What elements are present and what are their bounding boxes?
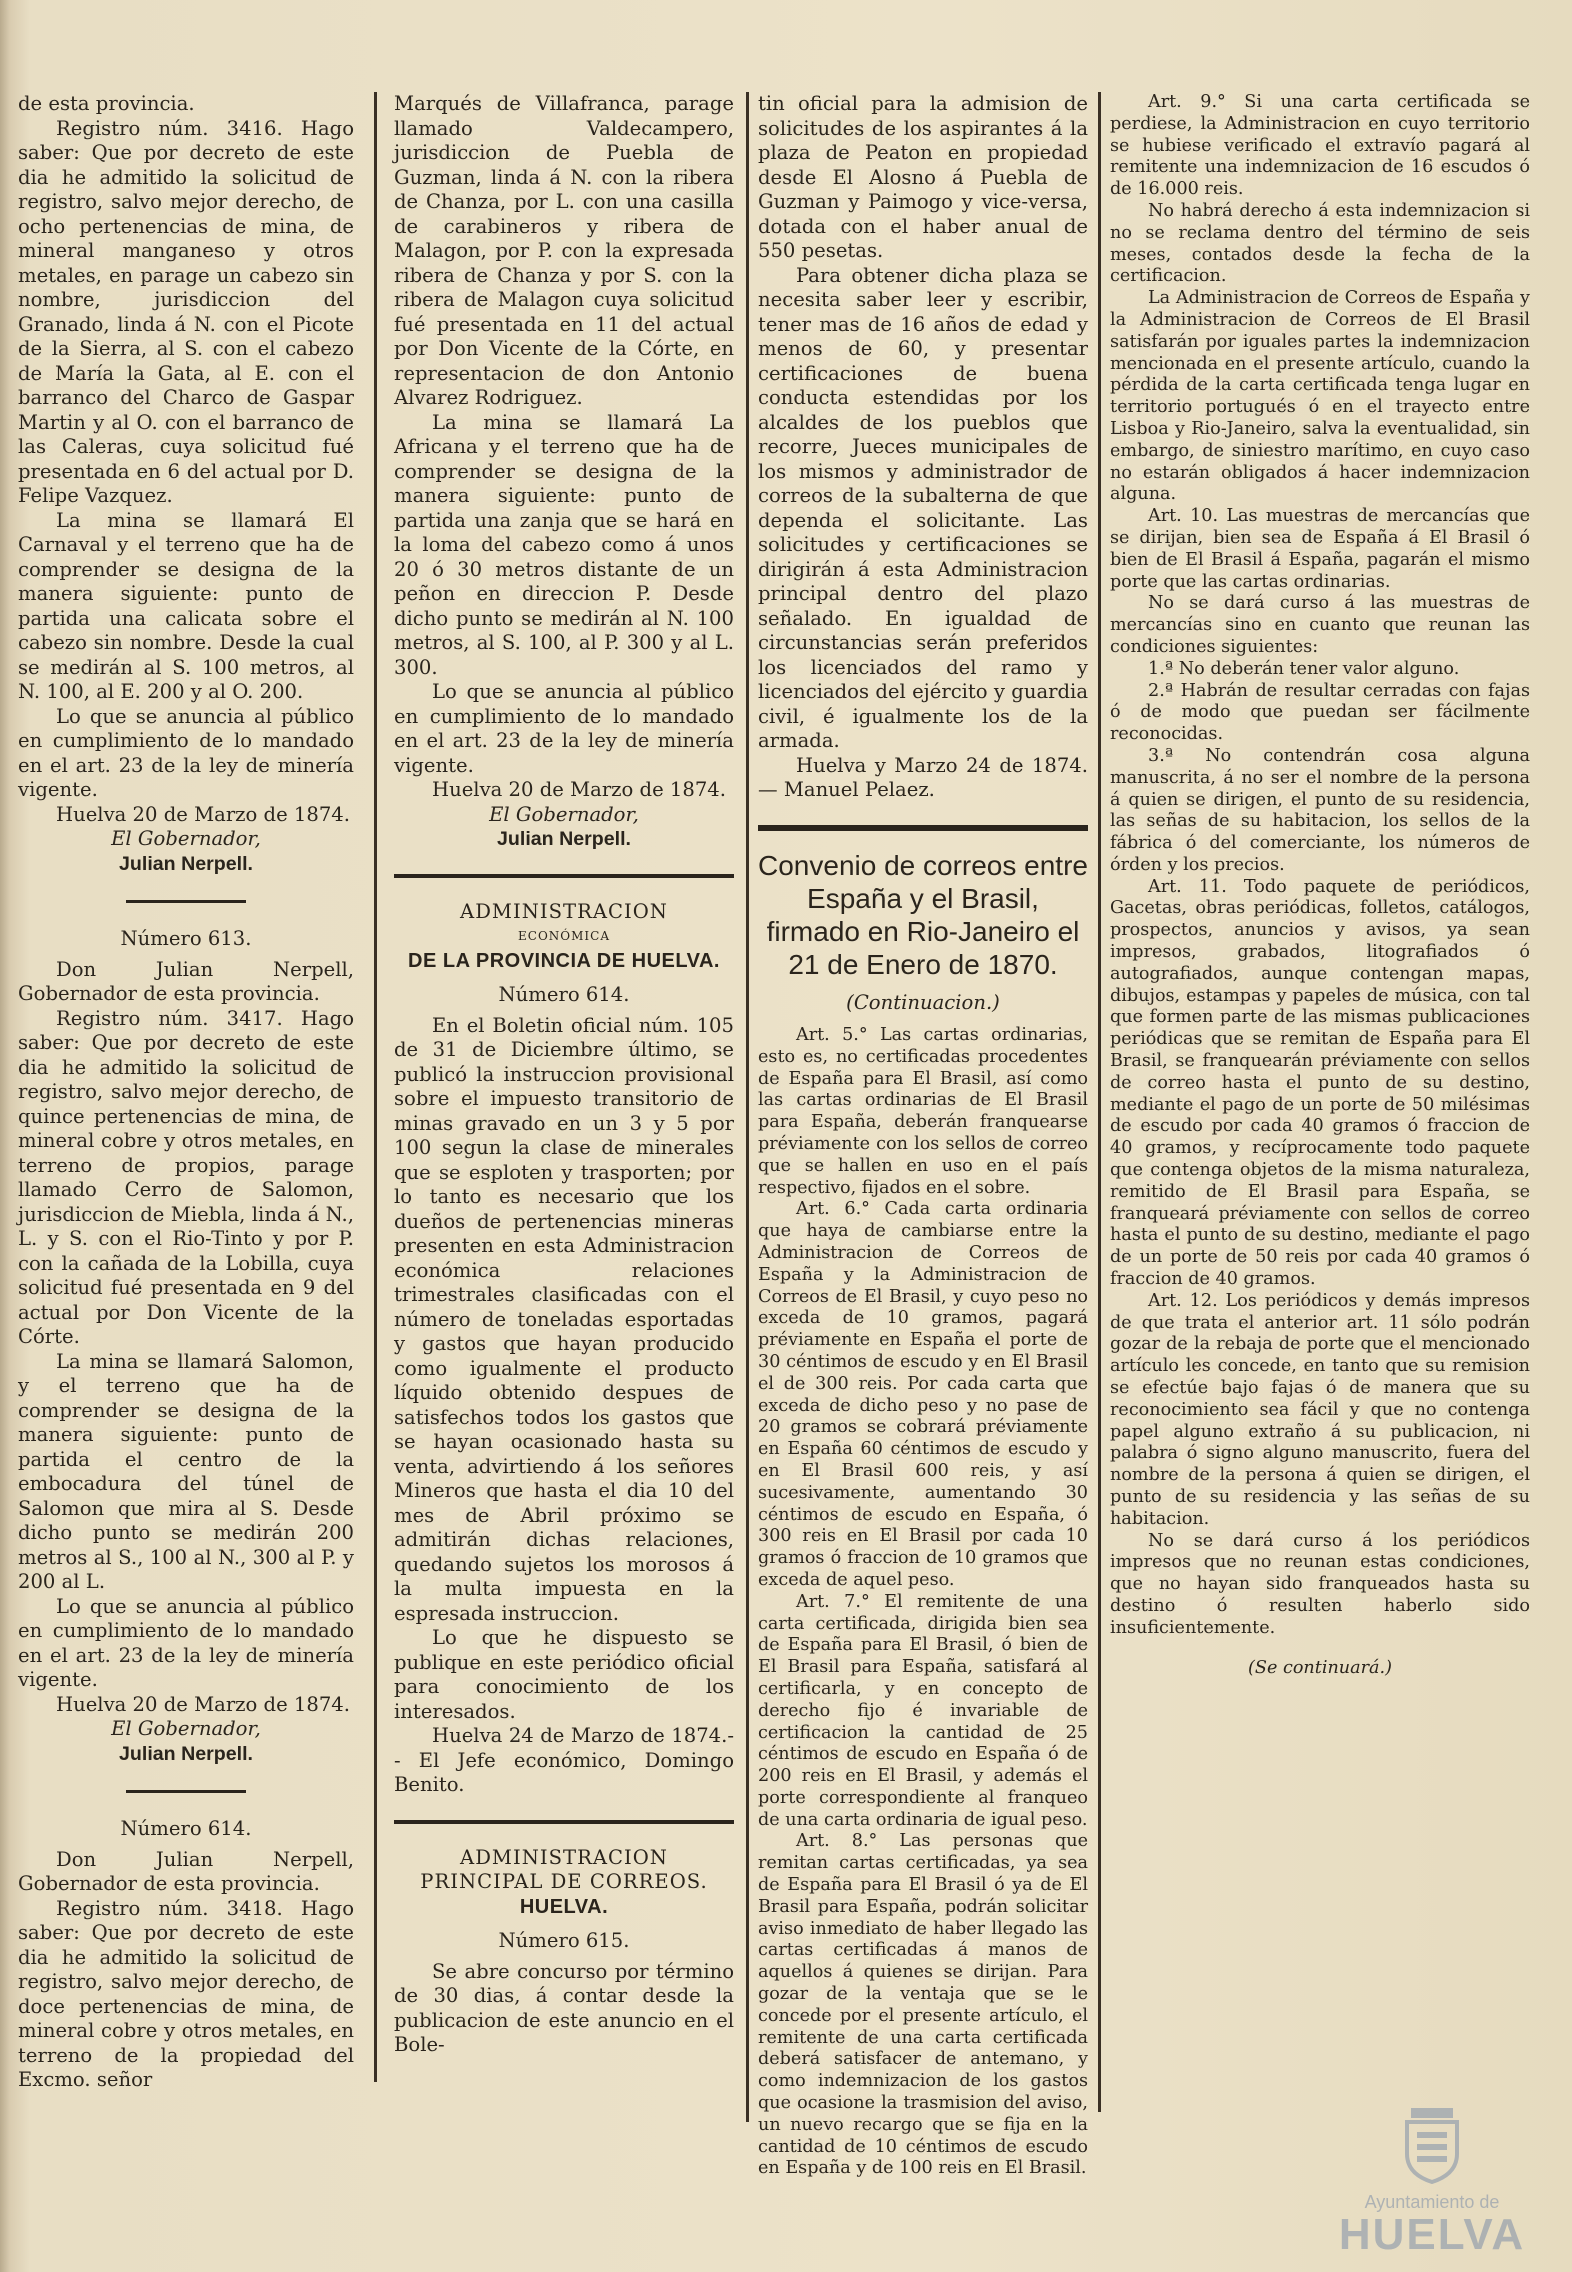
logo-text-top: Ayuntamiento de (1364, 2192, 1500, 2212)
text-paragraph: Registro núm. 3416. Hago saber: Que por decreto de este dia he admitido la solicitud de registro, salvo mejor derecho, de ocho pertenencias de mina, de mineral manganeso y otros metales, en parage un cabezo sin nombre, jurisdiccion del Granado, linda á N. con el Picote de la Sierra, al S. con el cabezo de María la Gata, al E. con el barranco del Charco de Gaspar Martin y al O. con el barranco de las Caleras, cuya solicitud fué presentada en 6 del actual por D. Felipe Vazquez. (18, 116, 354, 507)
city-council-logo (1322, 2104, 1542, 2259)
article-paragraph: Art. 11. Todo paquete de periódicos, Gacetas, obras periódicas, folletos, catálogos, prospectos, anuncios y avisos, ya sean impresos, grabados, litografiados ó autografiados, aunque contengan mapas, dibujos, estampas y papeles de música, con tal que formen parte de las mismas publicaciones periódicas que se remitan de España para El Brasil, se franquearán préviamente con sellos de correo hasta el punto de su destino, mediante el pago de un porte de 50 milésimas de escudo por cada 40 gramos ó fraccion de 40 gramos, y recíprocamente todo paquete que contenga objetos de la misma naturaleza, remitido de El Brasil para España, se franqueará préviamente con sellos de correo hasta el punto de su destino, mediante el pago de un porte de 50 reis por cada 40 gramos ó fraccion de 40 gramos. (1110, 876, 1530, 1290)
article-paragraph: No se dará curso á los periódicos impresos que no reunan estas condiciones, que no hayan sido franqueados hasta su destino ó resulten haberlo sido insuficientemente. (1110, 1530, 1530, 1638)
column-2 (394, 92, 734, 2058)
text-paragraph: Don Julian Nerpell, Gobernador de esta provincia. (18, 957, 354, 1005)
text-paragraph: Registro núm. 3418. Hago saber: Que por decreto de este dia he admitido la solicitud de registro, salvo mejor derecho, de doce pertenencias de mina, de mineral cobre y otros metales, en terreno de la propiedad del Excmo. señor (18, 1896, 354, 2091)
notice-number: Número 615. (498, 1929, 630, 1952)
divider (126, 1790, 246, 1793)
text-paragraph: Huelva 24 de Marzo de 1874.-- El Jefe económico, Domingo Benito. (394, 1724, 734, 1796)
article-paragraph: Art. 7.° El remitente de una carta certificada, dirigida bien sea de España para El Brasil, ó bien de El Brasil para España, satisfará al certificarla, y en concepto de derecho fijo é invariable de certificacion la cantidad de 25 céntimos de escudo en España ó de 200 reis en El Brasil, y además el porte correspondiente al franqueo de una carta ordinaria de igual peso. (758, 1591, 1088, 1830)
article-paragraph: Art. 12. Los periódicos y demás impresos de que trata el anterior art. 11 sólo podrán gozar de la rebaja de porte que el mencionado artículo les concede, en tanto que su remision se efectúe bajo fajas ó de manera que su reconocimiento sea fácil y que no contenga papel alguno extraño á su publicacion, ni palabra ó signo alguno manuscrito, fuera del nombre de la persona á quien se dirigen, el punto de su residencia y las señas de su habitacion. (1110, 1290, 1530, 1529)
signature-name: Julian Nerpell. (497, 828, 631, 850)
text-paragraph: La mina se llamará Salomon, y el terreno que ha de comprender se designa de la manera siguiente: punto de partida el centro de la embocadura del túnel de Salomon que mira al S. Desde dicho punto se medirán 200 metros al S., 100 al N., 300 al P. y 200 al L. (18, 1349, 354, 1593)
continuation-note: (Se continuará.) (1248, 1657, 1392, 1678)
text-paragraph: Lo que se anuncia al público en cumplimiento de lo mandado en el art. 23 de la ley de minería vigente. (18, 704, 354, 801)
text-paragraph: Registro núm. 3417. Hago saber: Que por decreto de este dia he admitido la solicitud de registro, salvo mejor derecho, de quince pertenencias de mina, de mineral cobre y otros metales, en terreno de propios, parage llamado Cerro de Salomon, jurisdiccion de Miebla, linda á N., L. y S. con el Rio-Tinto y por P. con la cañada de la Lobilla, cuya solicitud fué presentada en 9 del actual por Don Vicente de la Córte. (18, 1006, 354, 1348)
article-paragraph: Art. 9.° Si una carta certificada se perdiese, la Administracion en cuyo territorio se hubiese verificado el extravío pagará al remitente una indemnizacion de 16 escudos ó de 16.000 reis. (1110, 92, 1530, 200)
date-line: Huelva 20 de Marzo de 1874. (56, 802, 350, 826)
column-1 (18, 92, 354, 2093)
text-paragraph: En el Boletin oficial núm. 105 de 31 de Diciembre último, se publicó la instruccion provisional sobre el impuesto transitorio de minas gravado en un 3 y 5 por 100 segun la clase de minerales que se esploten y trasporten; por lo tanto es necesario que los dueños de pertenencias mineras presenten en esta Administracion económica relaciones trimestrales clasificadas con el número de toneladas esportadas y gastos que hayan producido como igualmente el producto líquido obtenido despues de satisfechos todos los gastos que se hayan ocasionado hasta su venta, advirtiendo á los señores Mineros que hasta el dia 10 del mes de Abril próximo se admitirán dichas relaciones, quedando sujetos los morosos á la multa impuesta en la espresada instruccion. (394, 1013, 734, 1625)
text-paragraph: Lo que se anuncia al público en cumplimiento de lo mandado en el art. 23 de la ley de minería vigente. (18, 1594, 354, 1691)
text-paragraph: La mina se llamará La Africana y el terreno que ha de comprender se designa de la manera siguiente: punto de partida una zanja que se hará en la loma del cabezo como á unos 20 ó 30 metros distante de un peñon en direccion P. Desde dicho punto se medirán al N. 100 metros, al S. 100, al P. 300 y al L. 300. (394, 410, 734, 679)
article-paragraph: No se dará curso á las muestras de mercancías sino en cuanto que reunan las condiciones siguientes: (1110, 593, 1530, 657)
section-divider (758, 825, 1088, 831)
section-heading: PRINCIPAL DE CORREOS. (420, 1870, 708, 1893)
article-paragraph: Art. 8.° Las personas que remitan cartas certificadas, ya sea de España para El Brasil ó ya de El Brasil para España, podrán solicitar aviso inmediato de haber llegado las cartas certificadas á manos de aquellos á quienes se dirijan. Para gozar de la ventaja que se le concede por el presente artículo, el remitente de una carta certificada deberá satisfacer de antemano, y como indemnizacion de los gastos que ocasione la trasmision del aviso, un nuevo recargo que se fija en la cantidad de 10 céntimos de escudo en España y de 100 reis en El Brasil. (758, 1831, 1088, 2179)
date-line: Huelva 20 de Marzo de 1874. (56, 1692, 350, 1716)
text-paragraph: La mina se llamará El Carnaval y el terreno que ha de comprender se designa de la manera siguiente: punto de partida una calicata sobre el cabezo sin nombre. Desde la cual se medirán al S. 100 metros, al N. 100, al E. 200 y al O. 200. (18, 508, 354, 703)
signature-name: Julian Nerpell. (119, 852, 253, 875)
article-paragraph: No habrá derecho á esta indemnizacion si no se reclama dentro del término de seis meses, contados desde la fecha de la certificacion. (1110, 200, 1530, 287)
text-paragraph: Don Julian Nerpell, Gobernador de esta provincia. (18, 1847, 354, 1895)
logo-text-bottom: HUELVA (1338, 2210, 1526, 2259)
section-subheading: ECONÓMICA (518, 929, 610, 943)
section-heading: ADMINISTRACION (460, 1845, 668, 1869)
text-paragraph: Marqués de Villafranca, parage llamado Valdecampero, jurisdiccion de Puebla de Guzman, linda á N. con la ribera de Chanza, por L. con una casilla de carabineros y ribera de Malagon, por P. con la expresada ribera de Chanza y por S. con la ribera de Malagon cuya solicitud fué presentada en 11 del actual por Don Vicente de la Córte, en representacion de don Antonio Alvarez Rodriguez. (394, 92, 734, 409)
crest-icon (1397, 2104, 1467, 2184)
text-paragraph: Para obtener dicha plaza se necesita saber leer y escribir, tener mas de 16 años de edad y menos de 60, y presentar certificaciones de buena conducta estendidas por los alcaldes de los pueblos que recorre, Jueces municipales de los mismos y administrador de correos de la subalterna de que dependa el solicitante. Las solicitudes y certificaciones se dirigirán á esta Administracion principal dentro del plazo señalado. En igualdad de circunstancias serán preferidos los licenciados del ramo y licenciados del ejército y guardia civil, é igualmente los de la armada. (758, 263, 1088, 752)
notice-number: Número 614. (498, 983, 630, 1006)
column-rule (374, 92, 377, 2082)
section-heading: ADMINISTRACION (460, 899, 668, 923)
notice-number: Número 613. (120, 927, 252, 950)
signature-name: Julian Nerpell. (119, 1742, 253, 1765)
article-paragraph: Art. 10. Las muestras de mercancías que se dirijan, bien sea de España á El Brasil ó bien de El Brasil á España, pagarán el mismo porte que las cartas ordinarias. (1110, 506, 1530, 592)
signature-role: El Gobernador, (111, 827, 261, 850)
treaty-body (758, 1025, 1088, 2180)
section-divider (394, 1820, 734, 1824)
article-title: Convenio de correos entre España y el Brasil, firmado en Rio-Janeiro el 21 de Enero de 1870. (758, 849, 1088, 980)
column-rule (1098, 92, 1101, 2112)
continuation-note: (Continuacion.) (846, 990, 1000, 1014)
condition-item: 2.ª Habrán de resultar cerradas con fajas ó de modo que puedan ser fácilmente reconocidas. (1110, 680, 1530, 745)
notice-number: Número 614. (120, 1817, 252, 1840)
text-paragraph: tin oficial para la admision de solicitudes de los aspirantes á la plaza de Peaton en propiedad desde El Alosno á Puebla de Guzman y Paimogo y vice-versa, dotada con el haber anual de 550 pesetas. (758, 92, 1088, 262)
text-paragraph: Se abre concurso por término de 30 dias, á contar desde la publicacion de este anuncio en el Bole- (394, 1959, 734, 2056)
date-line: Huelva 20 de Marzo de 1874. (432, 778, 726, 801)
condition-item: 3.ª No contendrán cosa alguna manuscrita, á no ser el nombre de la persona á quien se dirigen, el punto de su residencia, las señas de su habitacion, los sellos de la fábrica ó del comerciante, los números de órden y los precios. (1110, 745, 1530, 875)
section-heading-main: HUELVA. (519, 1895, 609, 1918)
text-paragraph: Lo que he dispuesto se publique en este periódico oficial para conocimiento de los interesados. (394, 1626, 734, 1723)
divider (126, 900, 246, 903)
column-3 (758, 92, 1088, 2180)
section-divider (394, 874, 734, 878)
condition-item: 1.ª No deberán tener valor alguno. (1148, 658, 1460, 679)
text-paragraph: Lo que se anuncia al público en cumplimiento de lo mandado en el art. 23 de la ley de minería vigente. (394, 680, 734, 777)
signature-role: El Gobernador, (489, 802, 639, 826)
column-4 (1110, 92, 1530, 1689)
article-paragraph: Art. 5.° Las cartas ordinarias, esto es, no certificadas procedentes de España para El Brasil, así como las cartas ordinarias de El Brasil para España, deberán franquearse préviamente con los sellos de correo que se hallen en uso en el país respectivo, fijados en el sobre. (758, 1025, 1088, 1198)
article-paragraph: Art. 6.° Cada carta ordinaria que haya de cambiarse entre la Administracion de Correos de España y la Administracion de Correos de El Brasil, y cuyo peso no exceda de 10 gramos, pagará préviamente en España el porte de 30 céntimos de escudo y en El Brasil el de 300 reis. Por cada carta que exceda de dicho peso y no pase de 20 gramos se cobrará préviamente en España 60 céntimos de escudo y en El Brasil 600 reis, y así sucesivamente, aumentando 30 céntimos de escudo en España, ó 300 reis en El Brasil por cada 10 gramos ó fraccion de 10 gramos que exceda de aquel peso. (758, 1199, 1088, 1590)
article-paragraph: La Administracion de Correos de España y la Administracion de Correos de El Brasil satisfarán por iguales partes la indemnizacion mencionada en el presente artículo, cuando la pérdida de la carta certificada tenga lugar en territorio portugués ó en el trayecto entre Lisboa y Rio-Janeiro, salva la eventualidad, sin embargo, de siniestro marítimo, en cuyo caso no estarán obligados á hacer indemnizacion alguna. (1110, 288, 1530, 505)
column-rule (746, 92, 749, 2122)
text-paragraph: de esta provincia. (18, 92, 195, 115)
section-heading-main: DE LA PROVINCIA DE HUELVA. (408, 949, 720, 972)
date-line: Huelva y Marzo 24 de 1874.— Manuel Pelaez. (758, 753, 1088, 801)
signature-role: El Gobernador, (111, 1717, 261, 1740)
